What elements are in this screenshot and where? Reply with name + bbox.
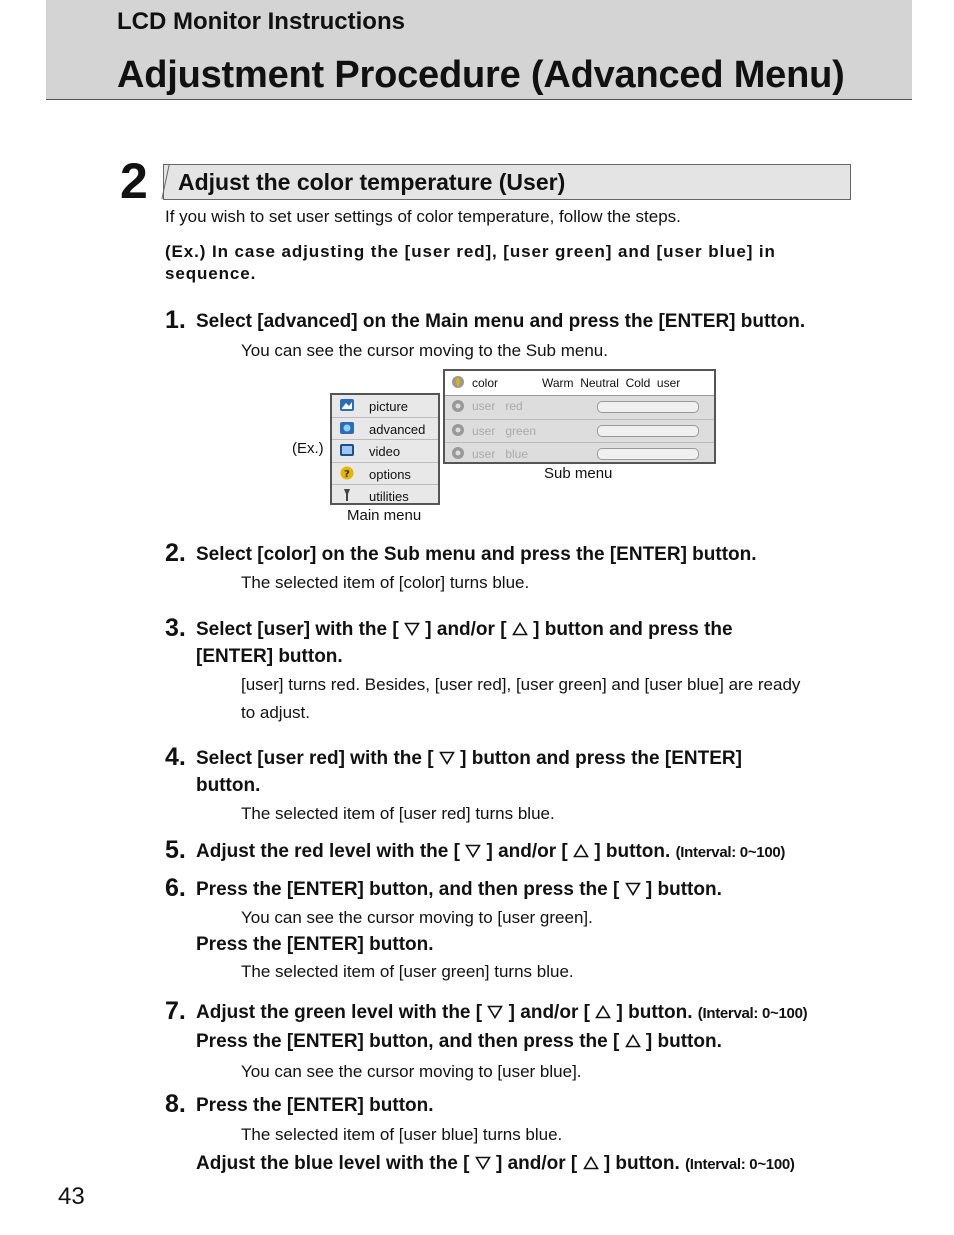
sub-menu-row: user red (445, 396, 714, 420)
down-triangle-icon (465, 844, 481, 858)
step-1-number: 1. (165, 306, 186, 334)
main-menu-item: picture (332, 395, 438, 418)
main-menu-item: ? options (332, 463, 438, 486)
utilities-icon (339, 488, 355, 502)
step-7-line-1: Adjust the green level with the [ ] and/or [ ] button. (Interval: 0~100) (196, 1002, 808, 1023)
up-triangle-icon (583, 1156, 599, 1170)
step-4-line-1: Select [user red] with the [ ] button and press the [ENTER] (196, 748, 742, 769)
sub-menu-row: user blue (445, 443, 714, 466)
step-6-number: 6. (165, 874, 186, 902)
step-8-number: 8. (165, 1090, 186, 1118)
down-triangle-icon (475, 1156, 491, 1170)
step-3-note-1: [user] turns red. Besides, [user red], [user green] and [user blue] are ready (241, 675, 801, 694)
user-icon (451, 423, 465, 440)
page-title: Adjustment Procedure (Advanced Menu) (117, 54, 845, 96)
step-6-line-2: Press the [ENTER] button. (196, 934, 434, 955)
main-menu-item: video (332, 440, 438, 463)
down-triangle-icon (487, 1005, 503, 1019)
down-triangle-icon (439, 751, 455, 765)
step-6-note-2: The selected item of [user green] turns blue. (241, 962, 574, 981)
section-number: 2 (120, 153, 148, 209)
step-5-interval: (Interval: 0~100) (675, 844, 786, 861)
section-example: (Ex.) In case adjusting the [user red], [user green] and [user blue] in sequence. (165, 242, 776, 283)
step-7-line-2: Press the [ENTER] button, and then press the [ ] button. (196, 1031, 722, 1052)
step-3-number: 3. (165, 614, 186, 642)
picture-icon (339, 398, 355, 412)
advanced-icon (339, 421, 355, 435)
step-8-line-1: Press the [ENTER] button. (196, 1095, 434, 1116)
sub-menu-color-options: Warm Neutral Cold user (542, 376, 681, 390)
main-menu-caption: Main menu (347, 507, 422, 524)
step-8-line-2: Adjust the blue level with the [ ] and/or [ ] button. (Interval: 0~100) (196, 1153, 795, 1174)
user-blue-slider (597, 448, 699, 460)
page-number: 43 (58, 1183, 85, 1210)
step-5-number: 5. (165, 836, 186, 864)
up-triangle-icon (573, 844, 589, 858)
step-3-note-2: to adjust. (241, 703, 310, 722)
step-8-note: The selected item of [user blue] turns blue. (241, 1125, 563, 1144)
sub-menu (443, 369, 716, 464)
main-menu-item: utilities (332, 485, 438, 507)
step-4-note: The selected item of [user red] turns blue. (241, 804, 555, 823)
step-1-note: You can see the cursor moving to the Sub menu. (241, 341, 608, 360)
user-icon (451, 446, 465, 463)
step-2-text: Select [color] on the Sub menu and press the [ENTER] button. (196, 544, 757, 565)
step-7-interval: (Interval: 0~100) (697, 1005, 808, 1022)
up-triangle-icon (625, 1034, 641, 1048)
step-3-line-1: Select [user] with the [ ] and/or [ ] button and press the (196, 619, 733, 640)
step-5-text: Adjust the red level with the [ ] and/or [ ] button. (Interval: 0~100) (196, 841, 786, 862)
user-icon (451, 399, 465, 416)
user-red-slider (597, 401, 699, 413)
user-green-slider (597, 425, 699, 437)
step-1-text: Select [advanced] on the Main menu and press the [ENTER] button. (196, 311, 806, 332)
step-4-number: 4. (165, 743, 186, 771)
svg-text:?: ? (344, 468, 350, 480)
sub-menu-row: user green (445, 420, 714, 444)
section-intro: If you wish to set user settings of color temperature, follow the steps. (165, 207, 681, 226)
step-3-line-2: [ENTER] button. (196, 646, 343, 667)
sub-menu-header (445, 371, 714, 396)
up-triangle-icon (595, 1005, 611, 1019)
step-7-number: 7. (165, 997, 186, 1025)
up-triangle-icon (512, 622, 528, 636)
options-icon (339, 466, 355, 480)
down-triangle-icon (404, 622, 420, 636)
main-menu-item: advanced (332, 418, 438, 441)
section-title: Adjust the color temperature (User) (178, 169, 566, 195)
step-2-number: 2. (165, 539, 186, 567)
down-triangle-icon (625, 882, 641, 896)
step-7-note: You can see the cursor moving to [user blue]. (241, 1062, 582, 1081)
step-6-line-1: Press the [ENTER] button, and then press the [ ] button. (196, 879, 722, 900)
figure-ex-label: (Ex.) (292, 440, 324, 457)
sub-menu-color-label: color (472, 376, 499, 390)
sub-menu-caption: Sub menu (544, 465, 613, 482)
main-menu (330, 393, 440, 505)
step-2-note: The selected item of [color] turns blue. (241, 573, 530, 592)
step-6-note-1: You can see the cursor moving to [user green]. (241, 908, 593, 927)
video-icon (339, 443, 355, 457)
step-4-line-2: button. (196, 775, 261, 796)
step-8-interval: (Interval: 0~100) (685, 1156, 795, 1173)
header-subtitle: LCD Monitor Instructions (117, 8, 405, 35)
color-icon (451, 375, 465, 389)
